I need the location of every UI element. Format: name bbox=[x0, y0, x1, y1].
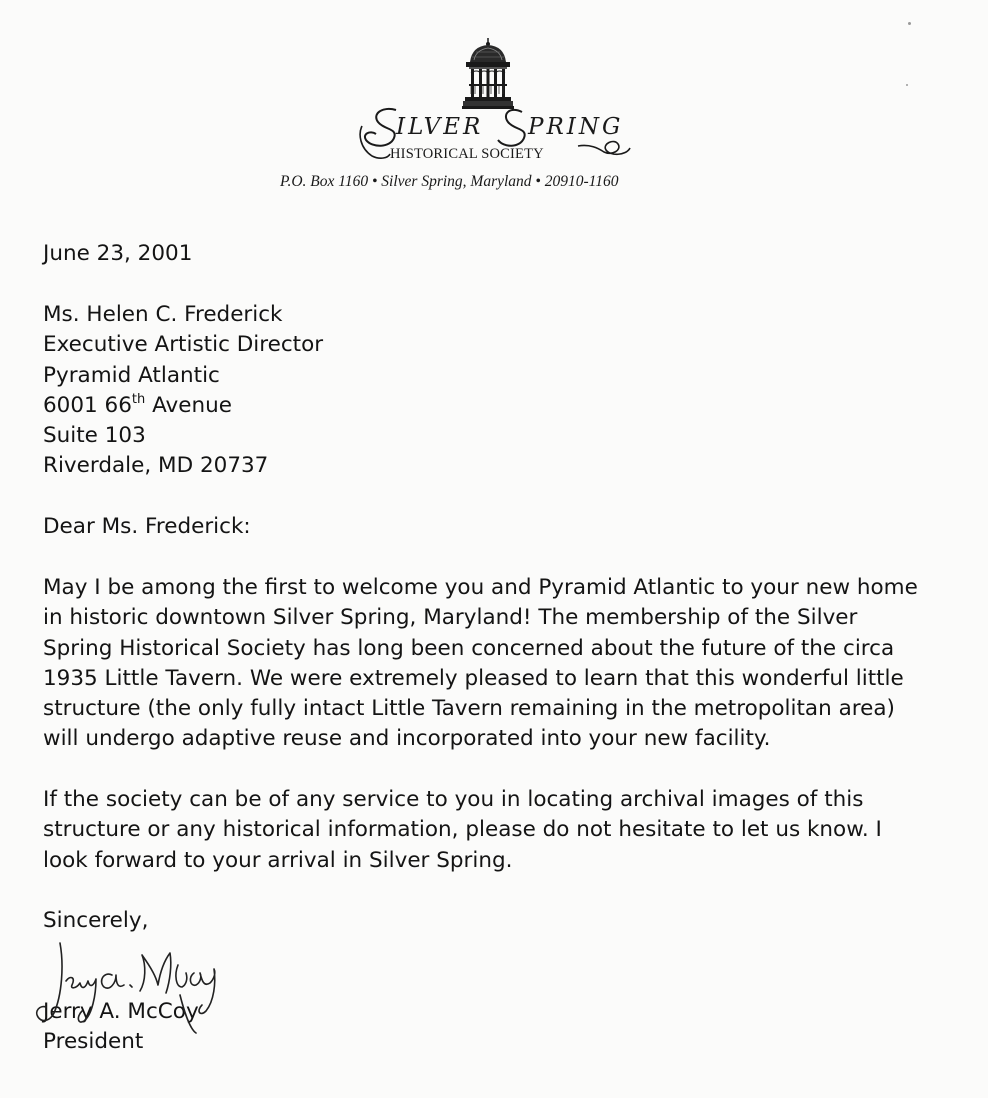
signer-title: President bbox=[43, 1029, 144, 1055]
gazebo-icon bbox=[462, 38, 514, 110]
paragraph-line: in historic downtown Silver Spring, Maryland! The membership of the Silver bbox=[43, 605, 858, 631]
letterhead bbox=[0, 0, 988, 200]
recipient-suite: Suite 103 bbox=[43, 423, 146, 449]
street-ordinal: th bbox=[131, 391, 146, 407]
closing: Sincerely, bbox=[43, 908, 149, 933]
street-number: 6001 66 bbox=[43, 392, 132, 418]
paragraph-line: May I be among the first to welcome you and Pyramid Atlantic to your new home bbox=[43, 575, 918, 600]
society-address: P.O. Box 1160 • Silver Spring, Maryland • 20910-1160 bbox=[280, 173, 619, 190]
recipient-city-state-zip: Riverdale, MD 20737 bbox=[43, 453, 269, 479]
recipient-organization: Pyramid Atlantic bbox=[43, 362, 220, 388]
street-name: Avenue bbox=[145, 392, 232, 418]
paragraph-2 bbox=[43, 785, 882, 876]
paragraph-line: structure or any historical information, please do not hesitate to let us know. I bbox=[43, 817, 882, 843]
svg-text:PRING: PRING bbox=[528, 114, 624, 140]
scan-speck bbox=[906, 84, 908, 86]
society-name-lettering bbox=[378, 104, 638, 144]
recipient-title: Executive Artistic Director bbox=[43, 332, 324, 358]
paragraph-1 bbox=[43, 573, 918, 755]
recipient-name: Ms. Helen C. Frederick bbox=[43, 302, 283, 327]
salutation: Dear Ms. Frederick: bbox=[43, 514, 251, 539]
signer-name: Jerry A. McCoy bbox=[43, 999, 199, 1024]
svg-text:ILVER: ILVER bbox=[396, 114, 484, 140]
paragraph-line: structure (the only fully intact Little Tavern remaining in the metropolitan area) bbox=[43, 696, 895, 722]
scan-speck bbox=[908, 22, 911, 25]
paragraph-line: 1935 Little Tavern. We were extremely pleased to learn that this wonderful little bbox=[43, 665, 904, 691]
paragraph-line: If the society can be of any service to you in locating archival images of this bbox=[43, 787, 864, 812]
recipient-street bbox=[43, 391, 323, 421]
society-subtitle: HISTORICAL SOCIETY bbox=[390, 146, 544, 162]
signer-block bbox=[43, 997, 199, 1058]
letter-date: June 23, 2001 bbox=[43, 241, 193, 266]
paragraph-line: look forward to your arrival in Silver Spring. bbox=[43, 847, 513, 873]
paragraph-line: Spring Historical Society has long been concerned about the future of the circa bbox=[43, 635, 895, 661]
recipient-block bbox=[43, 300, 323, 482]
paragraph-line: will undergo adaptive reuse and incorporated into your new facility. bbox=[43, 726, 771, 752]
